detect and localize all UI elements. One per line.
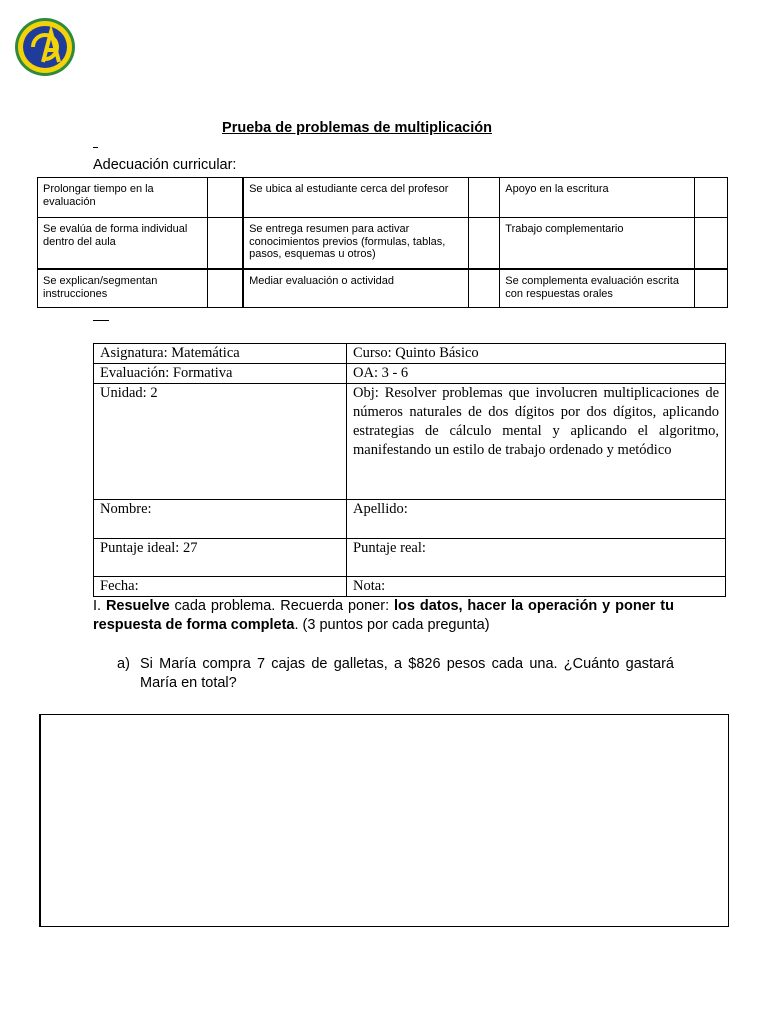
adecuacion-item: Apoyo en la escritura xyxy=(500,178,695,218)
table-row xyxy=(94,500,726,539)
decorative-tick xyxy=(93,147,98,148)
question-a xyxy=(117,655,674,693)
instructions xyxy=(93,597,674,635)
adecuacion-item: Se ubica al estudiante cerca del profesor xyxy=(243,178,469,218)
question-letter: a) xyxy=(117,656,130,672)
question-text: Si María compra 7 cajas de galletas, a $826 pesos cada una. ¿Cuánto gastará María en total? xyxy=(140,656,674,691)
table-row xyxy=(38,218,728,270)
page-title: Prueba de problemas de multiplicación xyxy=(222,120,492,136)
instructions-numeral: I. xyxy=(93,598,102,614)
adecuacion-checkbox[interactable] xyxy=(469,218,500,270)
adecuacion-item: Trabajo complementario xyxy=(500,218,695,270)
nombre-field[interactable]: Nombre: xyxy=(94,500,347,539)
adecuacion-checkbox[interactable] xyxy=(208,218,243,270)
adecuacion-checkbox[interactable] xyxy=(469,178,500,218)
adecuacion-checkbox[interactable] xyxy=(694,218,727,270)
instructions-text: cada problema. Recuerda poner: xyxy=(169,598,394,614)
adecuacion-item: Se complementa evaluación escrita con respuestas orales xyxy=(500,269,695,308)
decorative-dash xyxy=(93,320,109,321)
fecha-field[interactable]: Fecha: xyxy=(94,577,347,597)
adecuacion-table xyxy=(37,177,728,308)
instructions-bold-verb: Resuelve xyxy=(105,598,170,614)
answer-box[interactable] xyxy=(39,714,729,927)
table-row xyxy=(38,269,728,308)
table-row xyxy=(38,178,728,218)
adecuacion-item: Prolongar tiempo en la evaluación xyxy=(38,178,208,218)
asignatura-cell: Asignatura: Matemática xyxy=(94,344,347,364)
adecuacion-label: Adecuación curricular: xyxy=(93,157,237,173)
oa-cell: OA: 3 - 6 xyxy=(347,364,726,384)
unidad-cell: Unidad: 2 xyxy=(94,384,347,500)
table-row xyxy=(94,344,726,364)
adecuacion-item: Se explican/segmentan instrucciones xyxy=(38,269,208,308)
table-row xyxy=(94,364,726,384)
table-row xyxy=(94,384,726,500)
info-table xyxy=(93,343,726,597)
table-row xyxy=(94,577,726,597)
puntaje-real-field[interactable]: Puntaje real: xyxy=(347,539,726,577)
adecuacion-checkbox[interactable] xyxy=(208,178,243,218)
puntaje-ideal-cell: Puntaje ideal: 27 xyxy=(94,539,347,577)
apellido-field[interactable]: Apellido: xyxy=(347,500,726,539)
adecuacion-checkbox[interactable] xyxy=(208,269,243,308)
curso-cell: Curso: Quinto Básico xyxy=(347,344,726,364)
adecuacion-item: Se entrega resumen para activar conocimientos previos (formulas, tablas, pasos, esquemas u otros) xyxy=(243,218,469,270)
adecuacion-checkbox[interactable] xyxy=(694,269,727,308)
adecuacion-checkbox[interactable] xyxy=(469,269,500,308)
adecuacion-item: Se evalúa de forma individual dentro del aula xyxy=(38,218,208,270)
objetivo-cell: Obj: Resolver problemas que involucren multiplicaciones de números naturales de dos dígitos por dos dígitos, aplicando estrategias de cálculo mental y aplicando el algoritmo, manifestando un estilo de trabajo ordenado y metódico xyxy=(347,384,726,500)
instructions-points: . (3 puntos por cada pregunta) xyxy=(294,617,490,633)
table-row xyxy=(94,539,726,577)
nota-field[interactable]: Nota: xyxy=(347,577,726,597)
evaluacion-cell: Evaluación: Formativa xyxy=(94,364,347,384)
adecuacion-item: Mediar evaluación o actividad xyxy=(243,269,469,308)
instructions-bold-requirements: los datos, hacer la operación y poner tu respuesta de forma completa xyxy=(93,598,674,633)
adecuacion-checkbox[interactable] xyxy=(694,178,727,218)
school-logo xyxy=(13,16,77,78)
